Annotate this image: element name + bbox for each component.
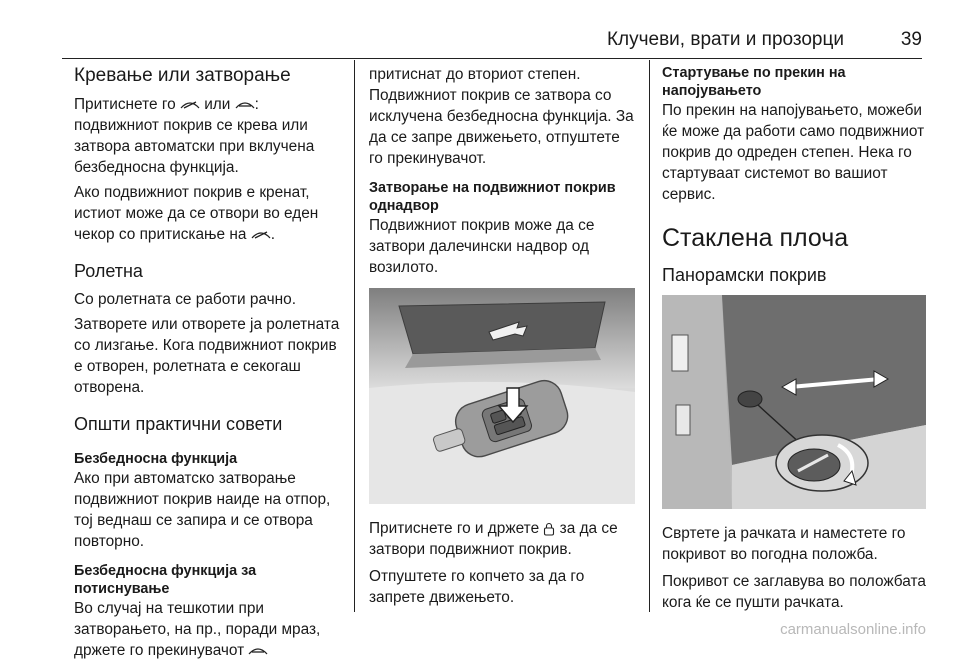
paragraph-release: Отпуштете го копчето за да го запрете движењето. (369, 568, 585, 606)
column-right (662, 64, 934, 613)
paragraph-blind-slide: Затворете или отворете ја ролетната со лизгање. Кога подвижниот покрив е отворен, ролетната е секогаш отворена. (74, 316, 340, 396)
paragraph-second-stage: притиснат до вториот степен. Подвижниот покрив се затвора со исклучена безбедносна функција. За да се запре движењето, отпуштете го прекинувачот. (369, 66, 634, 167)
paragraph-power-interruption: По прекин на напојувањето, можеби ќе може да работи само подвижниот покрив до одреден степен. Нека го стартуваат системот во вашиот сервис. (662, 102, 925, 203)
heading-raise-close: Кревање или затворање (74, 65, 291, 86)
roof-tilt-up-icon (180, 98, 200, 110)
roof-tilt-up-icon (251, 228, 271, 240)
header-rule (62, 58, 922, 59)
paragraph-override: Во случај на тешкотии при затворањето, на пр., поради мраз, држете го прекинувачот (74, 600, 321, 659)
paragraph-turn-handle: Свртете ја рачката и наместете го покривот во погодна положба. (662, 525, 906, 563)
heading-close-from-outside: Затворање на подвижниот покрив однадвор (369, 180, 616, 214)
page-number: 39 (900, 29, 922, 50)
paragraph-remote-close: Подвижниот покрив може да се затвори далечински надвор од возилото. (369, 217, 595, 276)
watermark: carmanualsonline.info (780, 621, 926, 638)
roof-close-icon (235, 98, 255, 110)
heading-general-tips: Општи практични совети (74, 414, 283, 434)
heading-glass-panel: Стаклена плоча (662, 224, 849, 252)
key-lock-icon (543, 522, 555, 534)
heading-safety-function: Безбедносна функција (74, 451, 238, 467)
page-header (62, 26, 922, 56)
figure-panoramic-roof-handle (662, 295, 926, 509)
column-divider (354, 60, 355, 612)
heading-panoramic-roof: Панорамски покрив (662, 265, 827, 285)
column-middle (369, 64, 635, 608)
heading-safety-override: Безбедносна функција за потиснување (74, 563, 257, 597)
heading-power-interruption: Стартување по прекин на напојувањето (662, 65, 846, 99)
chapter-title: Клучеви, врати и прозорци (606, 29, 844, 50)
figure-roof-and-key (369, 288, 635, 504)
paragraph-safety: Ако при автоматско затворање подвижниот покрив наиде на отпор, тој веднаш се запира и се отвора повторно. (74, 470, 331, 550)
paragraph-press-hold: Притиснете го и држете за да се затвори подвижниот покрив. (369, 520, 618, 558)
paragraph-roof-latches: Покривот се заглавува во положбата кога ќе се пушти рачката. (662, 573, 926, 611)
paragraph-blind-manual: Со ролетната се работи рачно. (74, 291, 296, 308)
paragraph-one-step: Ако подвижниот покрив е кренат, истиот може да се отвори во еден чекор со притискање на . (74, 184, 319, 243)
column-divider (649, 60, 650, 612)
roof-close-icon (248, 644, 268, 656)
paragraph-raise-close: Притиснете го или : подвижниот покрив се крева или затвора автоматски при вклучена безбедносна функција. (74, 96, 315, 176)
column-left (74, 64, 346, 661)
heading-blind: Ролетна (74, 261, 143, 281)
